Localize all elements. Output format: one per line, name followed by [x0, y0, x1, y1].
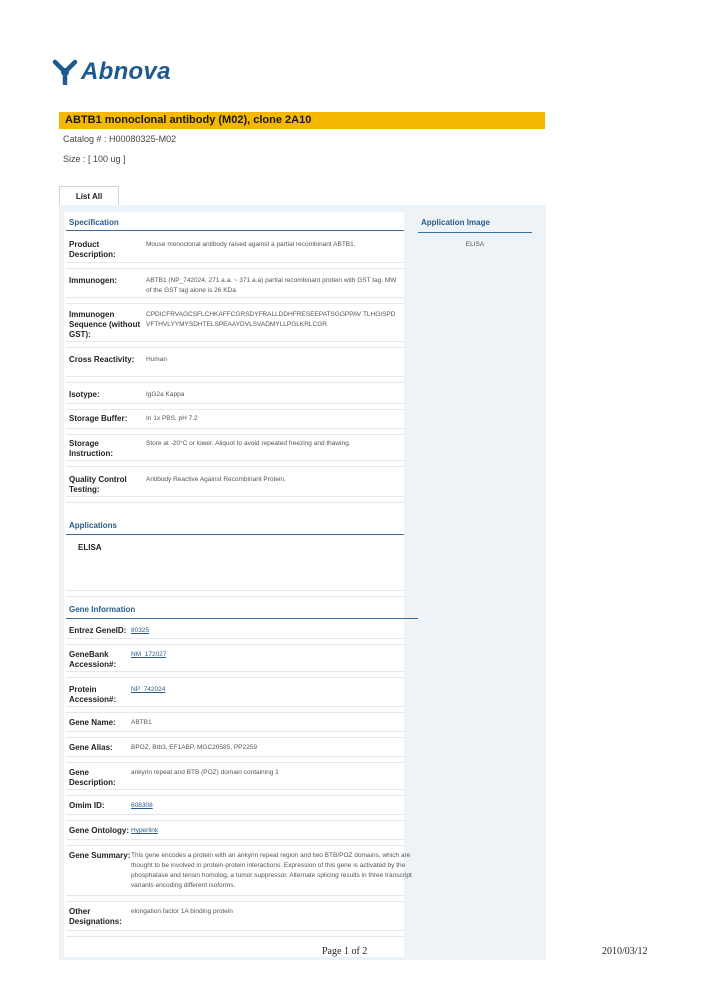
- gene-summary: This gene encodes a protein with an ankyrin repeat region and two BTB/POZ domains, which are thought to be involved in protein-protein interactions. Expression of this gene is activated by the phosphatase and tensin homolog, a tumor suppressor. Alternate splicing results in three transcript variants encoding different isoforms.: [131, 852, 412, 889]
- gene-value: ankyrin repeat and BTB (POZ) domain containing 1: [131, 769, 279, 776]
- gene-label: Other Designations:: [69, 907, 122, 926]
- gene-label: Entrez GeneID:: [69, 626, 127, 635]
- gene-label: Protein Accession#:: [69, 685, 117, 704]
- applications-rule: [66, 534, 404, 535]
- spec-label: Immunogen Sequence (without GST):: [69, 310, 141, 339]
- gene-value: ABTB1: [131, 719, 152, 726]
- specification-rule: [66, 230, 404, 231]
- gene-label: Gene Summary:: [69, 851, 131, 860]
- spec-value: Store at -20°C or lower. Aliquot to avoid repeated freezing and thawing.: [146, 440, 351, 447]
- row-separator: [66, 839, 404, 846]
- spec-label: Storage Instruction:: [69, 439, 113, 458]
- gene-label: Omim ID:: [69, 801, 105, 810]
- row-separator: [66, 496, 404, 503]
- row-separator: [66, 460, 404, 467]
- gene-label: Gene Description:: [69, 768, 116, 787]
- row-separator: [66, 756, 404, 763]
- row-separator: [66, 789, 404, 796]
- row-separator: [66, 341, 404, 348]
- genebank-link[interactable]: NM_172027: [131, 651, 167, 658]
- product-title: ABTB1 monoclonal antibody (M02), clone 2A10: [59, 112, 545, 129]
- gene-info-heading: Gene Information: [69, 605, 136, 614]
- row-separator: [66, 731, 404, 738]
- row-separator: [66, 895, 404, 902]
- gene-value: BPOZ, Btb3, EF1ABP, MGC20585, PP2259: [131, 744, 257, 751]
- application-item: ELISA: [78, 543, 102, 552]
- gene-label: Gene Alias:: [69, 743, 113, 752]
- abnova-logo[interactable]: [51, 58, 171, 86]
- gene-label: GeneBank Accession#:: [69, 650, 117, 669]
- gene-info-rule: [66, 618, 418, 619]
- page-number: Page 1 of 2: [322, 946, 368, 957]
- row-separator: [66, 590, 404, 597]
- row-separator: [66, 262, 404, 269]
- row-separator: [66, 706, 404, 713]
- spec-label: Immunogen:: [69, 276, 117, 285]
- spec-value: Mouse monoclonal antibody raised against a partial recombinant ABTB1.: [146, 241, 356, 248]
- row-separator: [66, 297, 404, 304]
- spec-value: Human: [146, 356, 167, 363]
- row-separator: [66, 671, 404, 678]
- print-date: 2010/03/12: [602, 946, 648, 957]
- application-image-rule: [418, 232, 532, 233]
- brand-name: Abnova: [81, 58, 171, 85]
- gene-value: elongation factor 1A binding protein: [131, 908, 233, 915]
- application-image-caption: ELISA: [465, 241, 485, 248]
- applications-heading: Applications: [69, 521, 118, 530]
- omim-link[interactable]: 608308: [131, 802, 153, 809]
- row-separator: [66, 814, 404, 821]
- spec-label: Isotype:: [69, 390, 100, 399]
- spec-value: In 1x PBS, pH 7.2: [146, 415, 198, 422]
- row-separator: [66, 930, 404, 937]
- catalog-number: Catalog # : H00080325-M02: [63, 134, 177, 144]
- tab-list-all[interactable]: List All: [59, 186, 119, 205]
- spec-label: Storage Buffer:: [69, 414, 128, 423]
- gene-label: Gene Ontology:: [69, 826, 129, 835]
- spec-value: Antibody Reactive Against Recombinant Protein.: [146, 476, 286, 483]
- gene-label: Gene Name:: [69, 718, 116, 727]
- application-image-heading: Application Image: [421, 218, 490, 227]
- gene-ontology-link[interactable]: Hyperlink: [131, 827, 159, 834]
- row-separator: [66, 428, 404, 435]
- product-size: Size : [ 100 ug ]: [63, 154, 126, 164]
- spec-label: Cross Reactivity:: [69, 355, 135, 364]
- spec-value: ABTB1 (NP_742024, 271 a.a. ~ 371 a.a) partial recombinant protein with GST tag. MW of the GST tag alone is 26 KDa.: [146, 277, 397, 294]
- spec-label: Quality Control Testing:: [69, 475, 127, 494]
- antibody-logo-icon: [51, 59, 79, 85]
- spec-value: IgG2a Kappa: [146, 391, 185, 398]
- protein-accession-link[interactable]: NP_742024: [131, 686, 166, 693]
- row-separator: [66, 376, 404, 383]
- entrez-gene-link[interactable]: 80325: [131, 627, 150, 634]
- specification-heading: Specification: [69, 218, 119, 227]
- row-separator: [66, 403, 404, 410]
- row-separator: [66, 638, 404, 645]
- spec-value: CPDICFRVAGCSFLCHKAFFCGRSDYFRALLDDHFRESEEPATSGGPPAV TLHGISPDVFTHVLYYMYSDHTELSPEAAYDVLSVADMYLLPGLKRLCGR: [146, 311, 396, 328]
- spec-label: Product Description:: [69, 240, 116, 259]
